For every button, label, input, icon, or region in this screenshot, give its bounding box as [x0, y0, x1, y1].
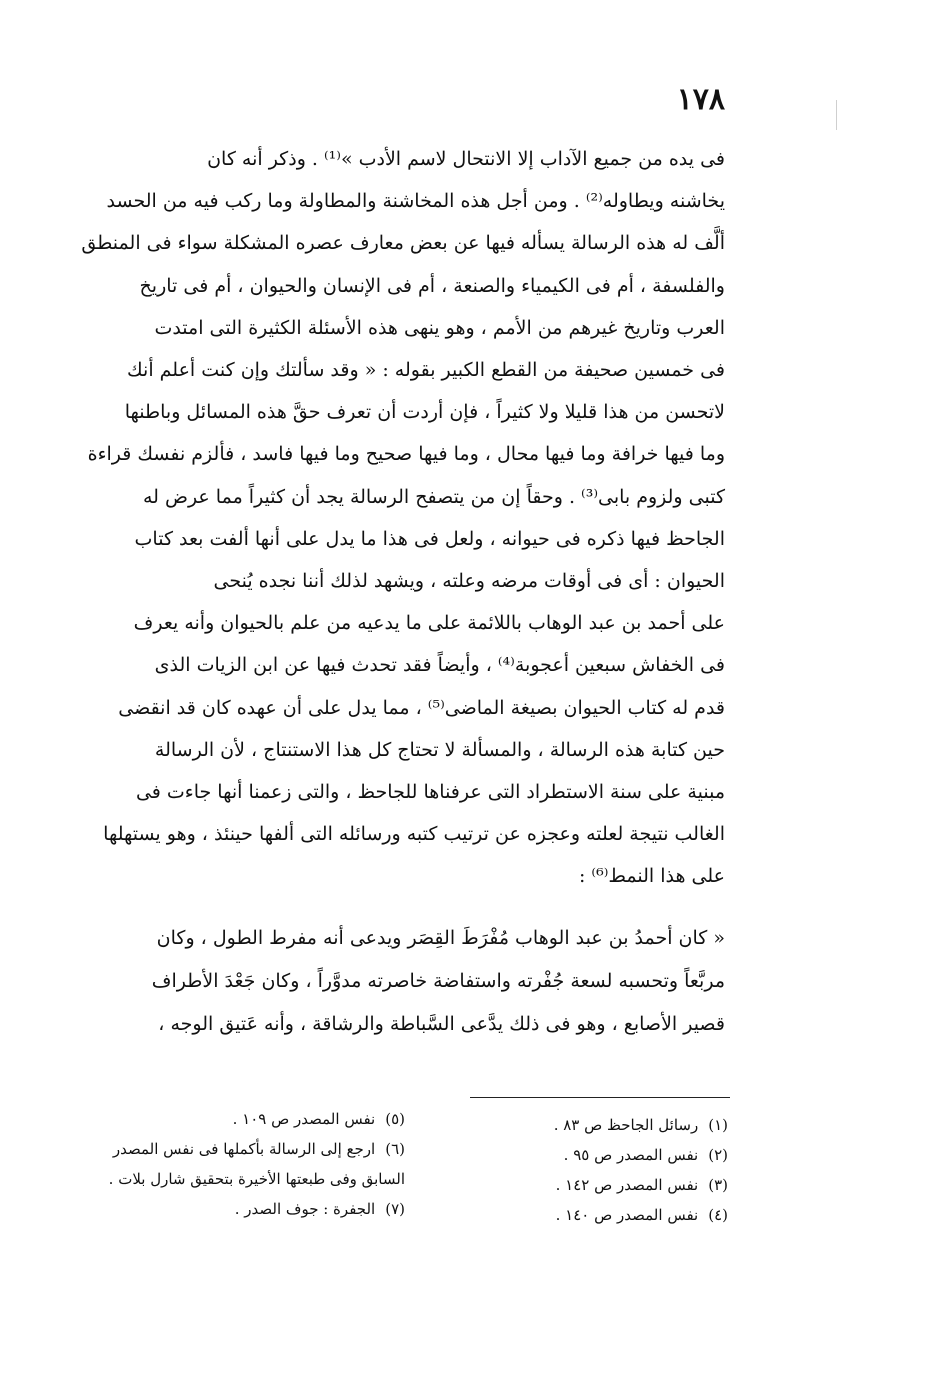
footnote-text: نفس المصدر ص ٩٥ . [563, 1146, 699, 1164]
footnote-number: (٤) [708, 1206, 728, 1224]
text-line: يخاشنه ويطاوله⁽²⁾ . ومن أجل هذه المخاشنة والمطاولة وما ركب فيه من الحسد [106, 190, 725, 213]
footnotes-left-column [85, 1104, 405, 1224]
footnote-number: (١) [708, 1116, 728, 1134]
footnote [470, 1140, 728, 1170]
quote-line: « كان أحمدُ بن عبد الوهاب مُفْرَطَ القِصَر ويدعى أنه مفرط الطول ، وكان [156, 927, 725, 949]
text-line: الجاحظ فيها ذكره فى حيوانه ، ولعل فى هذا ما يدل على أنها ألفت بعد كتاب [134, 527, 725, 550]
text-line: الحيوان : أى فى أوقات مرضه وعلته ، ويشهد لذلك أننا نجده يُنحى [213, 570, 725, 593]
text-line: والفلسفة ، أم فى الكيمياء والصنعة ، أم فى الإنسان والحيوان ، أم فى تاريخ [139, 274, 725, 297]
footnote-text: الجفرة : جوف الصدر . [234, 1200, 376, 1218]
footnote-text: رسائل الجاحظ ص ٨٣ . [553, 1116, 699, 1134]
scan-edge-mark [836, 100, 837, 130]
footnote [85, 1104, 405, 1134]
footnote-text: نفس المصدر ص ١٤٠ . [555, 1206, 699, 1224]
footnote-separator [470, 1097, 730, 1098]
text-line: وما فيها خرافة وما فيها محال ، وما فيها صحيح وما فيها فاسد ، فألزم نفسك قراءة [87, 443, 725, 466]
footnote-text: نفس المصدر ص ١٤٢ . [555, 1176, 699, 1194]
text-line: الغالب نتيجة لعلته وعجزه عن ترتيب كتبه ورسائله التى ألفها حينئذ ، وهو يستهلها [103, 823, 725, 846]
main-paragraph [75, 138, 725, 898]
footnote-number: (٢) [708, 1146, 728, 1164]
footnote-number: (٦) [385, 1140, 405, 1158]
footnote [85, 1194, 405, 1224]
footnote-number: (٥) [385, 1110, 405, 1128]
text-line: فى خمسين صحيفة من القطع الكبير بقوله : « وقد سألتك وإن كنت أعلم أنك [127, 359, 725, 382]
text-line: العرب وتاريخ غيرهم من الأمم ، وهو ينهى هذه الأسئلة الكثيرة التى امتدت [154, 316, 725, 339]
footnote [470, 1200, 728, 1230]
footnotes-right-column [470, 1110, 728, 1230]
text-line: على هذا النمط⁽⁶⁾ : [578, 865, 725, 888]
footnote-text: السابق وفى طبعتها الأخيرة بتحقيق شارل بلات . [108, 1170, 405, 1188]
footnote [85, 1134, 405, 1164]
footnote [470, 1170, 728, 1200]
footnote-text: نفس المصدر ص ١٠٩ . [232, 1110, 376, 1128]
page-number: ١٧٨ [676, 82, 725, 117]
quote-line: مربَّعاً وتحسبه لسعة جُفْرته واستفاضة خاصرته مدوَّراً ، وكان جَعْدَ الأطراف [151, 970, 725, 992]
text-line: حين كتابة هذه الرسالة ، والمسألة لا تحتاج كل هذا الاستنتاج ، لأن الرسالة [154, 738, 725, 761]
footnote-text: ارجع إلى الرسالة بأكملها فى نفس المصدر [112, 1140, 376, 1158]
text-line: فى يده من جميع الآداب إلا الانتحال لاسم الأدب »⁽¹⁾ . وذكر أنه كان [207, 148, 725, 170]
text-line: مبنية على سنة الاستطراد التى عرفناها للجاحظ ، والتى زعمنا أنها جاءت فى [135, 781, 725, 804]
text-line: لاتحسن من هذا قليلا ولا كثيراً ، فإن أردت أن تعرف حقَّ هذه المسائل وباطنها [124, 401, 725, 424]
text-line: قدم له كتاب الحيوان بصيغة الماضى⁽⁵⁾ ، مما يدل على أن عهده كان قد انقضى [118, 696, 725, 719]
footnote-continuation [85, 1164, 405, 1194]
footnote-number: (٣) [708, 1176, 728, 1194]
text-line: على أحمد بن عبد الوهاب باللائمة على ما يدعيه من علم بالحيوان وأنه يعرف [133, 612, 725, 635]
text-line: فى الخفاش سبعين أعجوبة⁽⁴⁾ ، وأيضاً فقد تحدث فيها عن ابن الزيات الذى [154, 654, 725, 677]
text-line: ألَّف له هذه الرسالة يسأله فيها عن بعض معارف عصره المشكلة سواء فى المنطق [81, 232, 725, 255]
footnote [470, 1110, 728, 1140]
quoted-passage [75, 917, 725, 1046]
text-line: كتبى ولزوم بابى⁽³⁾ . وحقاً إن من يتصفح الرسالة يجد أن كثيراً مما عرض له [142, 485, 725, 508]
quote-line: قصير الأصابع ، وهو فى ذلك يدَّعى السَّباطة والرشاقة ، وأنه عَتيق الوجه ، [158, 1013, 725, 1035]
footnote-number: (٧) [385, 1200, 405, 1218]
